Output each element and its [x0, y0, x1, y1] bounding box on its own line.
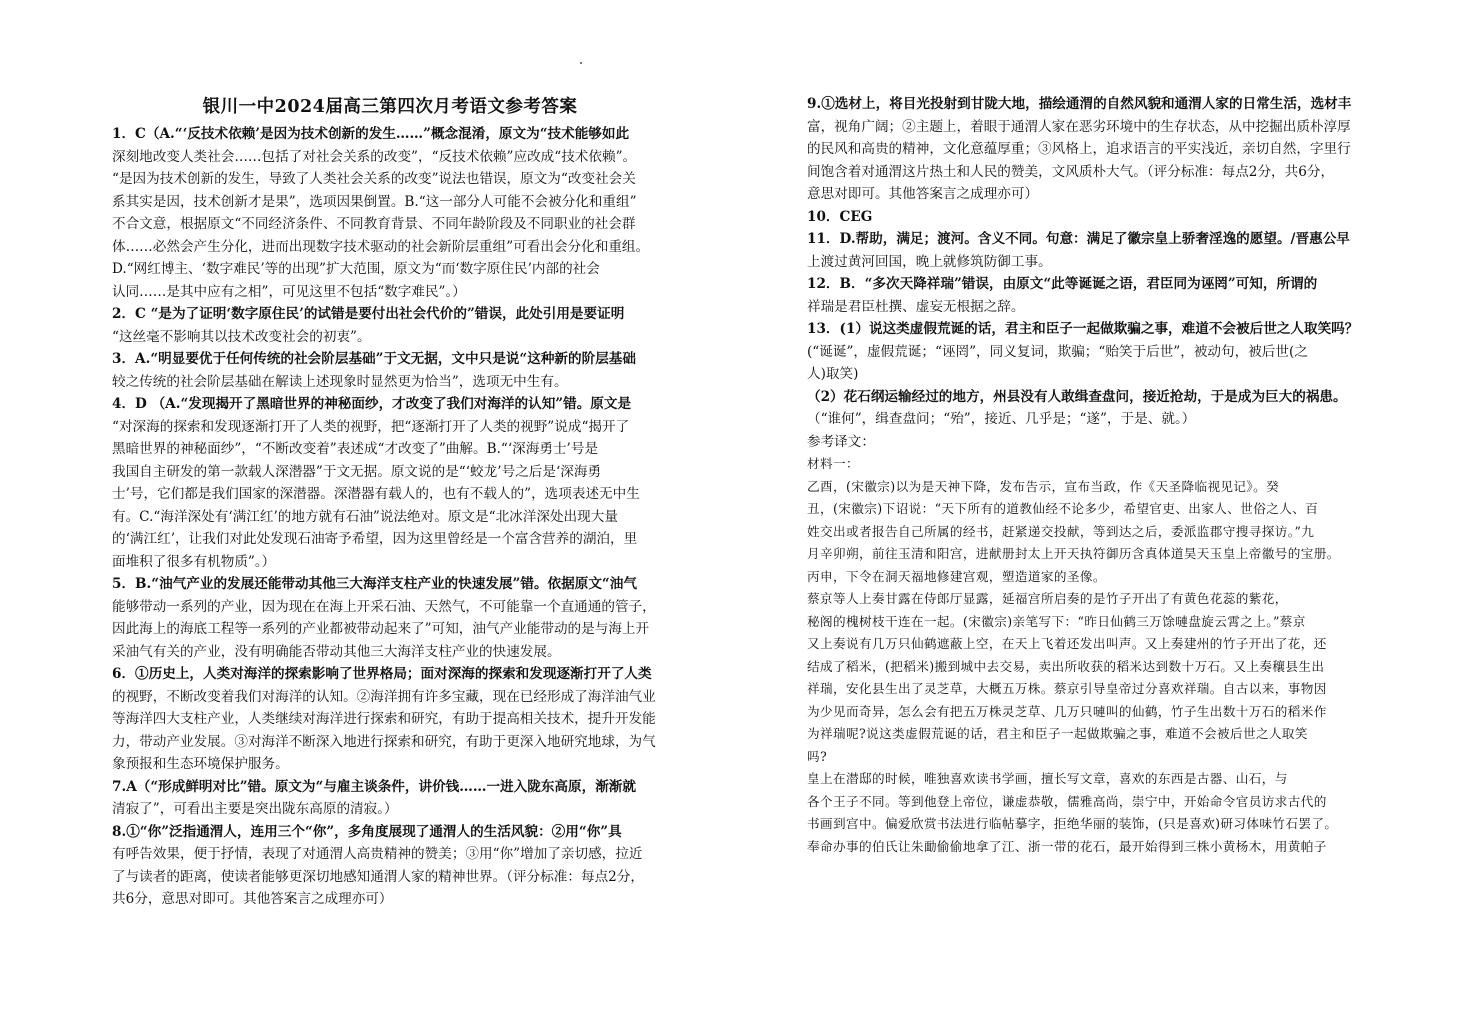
- text-line: 9.①选材上，将目光投射到甘陇大地，描绘通渭的自然风貌和通渭人家的日常生活，选材丰: [807, 96, 1352, 112]
- text-line: 为少见而奇异，怎么会有把五万株灵芝草、几万只嗹叫的仙鹤，竹子生出数十万石的稻米作: [807, 703, 1327, 719]
- text-line: 姓交出或者报告自己所属的经书，赶紧递交投献，等到达之后，委派监郡守搜寻探访。”九: [807, 523, 1315, 539]
- text-line: 为祥瑞呢?说这类虚假荒诞的话，君主和臣子一起做欺骗之事，难道不会被后世之人取笑: [807, 726, 1308, 741]
- text-line: 富，视角广阔；②主题上，着眼于通渭人家在恶劣环境中的生存状态，从中挖掘出质朴淳厚: [807, 118, 1351, 135]
- text-line: 材料一：: [807, 456, 859, 471]
- text-line: 祥瑞，安化县生出了灵芝草，大概五万株。蔡京引导皇帝过分喜欢祥瑞。自古以来，事物因: [807, 681, 1327, 696]
- text-line: 丙申，下令在洞天福地修建宫观，塑造道家的圣像。: [807, 568, 1106, 584]
- text-line: 共6分，意思对即可。其他答案言之成理亦可）: [112, 891, 393, 907]
- text-line: 1．C（A.“‘反技术依赖’是因为技术创新的发生……”概念混淆，原文为“技术能够如此: [112, 126, 630, 142]
- text-line: D.“网红博主、‘数字难民’等的出现”扩大范围，原文为“而‘数字原住民’内部的社会: [112, 261, 600, 277]
- text-line: 8.①“你”泛指通渭人，连用三个“你”，多角度展现了通渭人的生活风貌：②用“你”具: [112, 823, 622, 840]
- text-line: 因此海上的海底工程等一系列的产业都被带动起来了”可知，油气产业能带动的是与海上开: [112, 621, 650, 637]
- text-line: 深刻地改变人类社会……包括了对社会关系的改变”，“反技术依赖”应改成“技术依赖”。: [112, 148, 637, 165]
- text-line: “是因为技术创新的发生，导致了人类社会关系的改变”说法也错误，原文为“改变社会关: [112, 171, 636, 187]
- text-line: 力，带动产业发展。③对海洋不断深入地进行探索和研究，有助于更深入地研究地球，为气: [112, 733, 656, 750]
- text-line: 象预报和生态环境保护服务。: [112, 756, 289, 772]
- text-line: 体……必然会产生分化，进而出现数字技术驱动的社会新阶层重组”可看出会分化和重组。: [112, 238, 650, 255]
- text-line: 祥瑞是君臣杜撰、虚妄无根据之辞。: [807, 298, 1025, 315]
- text-line: 参考译文：: [807, 433, 875, 450]
- text-line: 5．B.“油气产业的发展还能带动其他三大海洋支柱产业的快速发展”错。依据原文“油气: [112, 576, 637, 592]
- text-line: 采油气有关的产业，没有明确能否带动其他三大海洋支柱产业的快速发展。: [112, 643, 561, 660]
- page-title: 银川一中2024届高三第四次月考语文参考答案: [202, 97, 578, 117]
- text-line: 人)取笑): [807, 366, 859, 382]
- text-line: 蔡京等人上奏甘露在侍郎厅显露，延福宫所启奏的是竹子开出了有黄色花蕊的紫花，: [807, 591, 1288, 606]
- text-line: 乙酉，(宋徽宗)以为是天神下降，发布告示，宣布当政，作《天圣降临视见记》。癸: [807, 478, 1280, 494]
- text-line: 6．①历史上，人类对海洋的探索影响了世界格局；面对深海的探索和发现逐渐打开了人类: [112, 666, 652, 682]
- text-line: 清寂了”，可看出主要是突出陇东高原的清寂。）: [112, 801, 398, 817]
- text-line: 了与读者的距离，使读者能够更深切地感知通渭人家的精神世界。（评分标准：每点2分，: [112, 868, 645, 885]
- text-line: 意思对即可。其他答案言之成理亦可）: [807, 186, 1039, 202]
- text-line: 秘阁的槐树枝干连在一起。(宋徽宗)亲笔写下：“昨日仙鹤三万馀嗹盘旋云霄之上。”蔡京: [807, 613, 1306, 629]
- text-line: 2．C “是为了证明‘数字原住民’的试错是要付出社会代价的”错误，此处引用是要证明: [112, 306, 625, 322]
- text-line: 较之传统的社会阶层基础在解读上述现象时显然更为恰当”，选项无中生有。: [112, 373, 568, 390]
- text-line: 10．CEG: [807, 208, 873, 225]
- text-line: 有。C.“海洋深处有‘满江红’的地方就有石油”说法绝对。原文是“北冰洋深处出现大量: [112, 508, 618, 525]
- text-line: 系其实是因，技术创新才是果”，选项因果倒置。B.“这一部分人可能不会被分化和重组”: [112, 193, 637, 210]
- text-line: （2）花石纲运输经过的地方，州县没有人敢缉查盘问，接近抢劫，于是成为巨大的祸患。: [807, 388, 1347, 405]
- text-line: 的民风和高贵的精神，文化意蕴厚重；③风格上，追求语言的平实浅近，亲切自然，字里行: [807, 141, 1351, 157]
- text-line: 皇上在潜邸的时候，唯独喜欢读书学画，擅长写文章，喜欢的东西是古器、山石，与: [807, 771, 1288, 786]
- text-line: 的视野，不断改变着我们对海洋的认知。②海洋拥有许多宝藏，现在已经形成了海洋油气业: [112, 688, 656, 705]
- text-line: 上渡过黄河回国，晚上就修筑防御工事。: [807, 253, 1052, 270]
- text-line: 结成了稻米，(把稻米)搬到城中去交易，卖出所收获的稻米达到数十万石。又上奏穰县生出: [807, 658, 1325, 674]
- text-line: 士’号，它们都是我们国家的深潜器。深潜器有载人的，也有不载人的”，选项表述无中生: [112, 486, 640, 502]
- text-line: 不合文意，根据原文“不同经济条件、不同教育背景、不同年龄阶段及不同职业的社会群: [112, 216, 636, 232]
- text-line: 3．A.“明显要优于任何传统的社会阶层基础”于文无据，文中只是说“这种新的阶层基础: [112, 351, 636, 367]
- text-line: 4．D （A.“发现揭开了黑暗世界的神秘面纱，才改变了我们对海洋的认知”错。原文是: [112, 396, 632, 412]
- text-line: 丑，(宋徽宗)下诏说：“天下所有的道教仙经不论多少，希望官吏、出家人、世俗之人、百: [807, 501, 1319, 516]
- text-line: 7.A（“形成鲜明对比”错。原文为“与雇主谈条件，讲价钱……一进入陇东高原，渐渐就: [112, 778, 636, 795]
- text-line: 黑暗世界的神秘面纱”，“不断改变着”表述成“才改变了”曲解。B.“‘深海勇士’号是: [112, 441, 599, 457]
- text-line: 各个王子不同。等到他登上帝位，谦虚恭敬，儒雅高尚，崇宁中，开始命令官员访求古代的: [807, 793, 1327, 809]
- text-line: 等海洋四大支柱产业，人类继续对海洋进行探索和研究，有助于提高相关技术，提升开发能: [112, 711, 656, 727]
- text-line: 能够带动一系列的产业，因为现在在海上开采石油、天然气，不可能靠一个直通通的管子，: [112, 598, 656, 615]
- text-line: 间饱含着对通渭这片热土和人民的赞美，文风质朴大气。（评分标准：每点2分，共6分，: [807, 163, 1335, 180]
- text-line: （“谁何”，缉查盘问；“殆”，接近、几乎是；“遂”，于是、就。）: [807, 411, 1196, 427]
- text-line: 的‘满江红’，让我们对此处发现石油寄予希望，因为这里曾经是一个富含营养的湖泊，里: [112, 531, 638, 547]
- text-line: 书画到宫中。偏爱欣赏书法进行临帖摹字，拒绝华丽的装饰，(只是喜欢)研习体味竹石罢了。: [807, 816, 1338, 831]
- scan-speck: [580, 62, 582, 64]
- text-line: 认同……是其中应有之相”，可见这里不包括“数字难民”。）: [112, 283, 466, 300]
- text-line: 又上奏说有几万只仙鹤遮蔽上空，在天上飞着还发出叫声。又上奏建州的竹子开出了花，还: [807, 636, 1327, 651]
- text-line: 面堆积了很多有机物质”。）: [112, 553, 276, 570]
- text-line: 12．B．“多次天降祥瑞”错误，由原文“此等诞诞之语，君臣同为诬罔”可知，所谓的: [807, 276, 1318, 292]
- text-line: “对深海的探索和发现逐渐打开了人类的视野，把“逐渐打开了人类的视野”说成“揭开了: [112, 418, 630, 435]
- text-line: 月辛卯朔，前往玉清和阳宫，进献册封太上开天执符御历含真体道昊天玉皇上帝徽号的宝册。: [807, 546, 1340, 561]
- text-line: 吗?: [807, 748, 828, 764]
- text-line: 11．D.帮助，满足；渡河。含义不同。句意：满足了徽宗皇上骄奢淫逸的愿望。/晋惠公早: [807, 231, 1350, 247]
- text-line: (“诞诞”，虚假荒诞；“诬罔”，同义复词，欺骗；“贻笑于后世”，被动句，被后世(之: [807, 343, 1308, 360]
- text-line: “这丝毫不影响其以技术改变社会的初衷”。: [112, 328, 371, 345]
- text-line: 我国自主研发的第一款载人深潜器”于文无据。原文说的是“‘蛟龙’号之后是‘深海勇: [112, 463, 602, 480]
- text-line: 奉命办事的伯氏让朱勔偷偷地拿了江、浙一带的花石，最开始得到三株小黄杨木，用黄帕子: [807, 838, 1327, 854]
- text-line: 有呼告效果，便于抒情，表现了对通渭人高贵精神的赞美；③用“你”增加了亲切感，拉近: [112, 846, 643, 862]
- text-line: 13．(1）说这类虚假荒诞的话，君主和臣子一起做欺骗之事，难道不会被后世之人取笑吗？: [807, 321, 1359, 337]
